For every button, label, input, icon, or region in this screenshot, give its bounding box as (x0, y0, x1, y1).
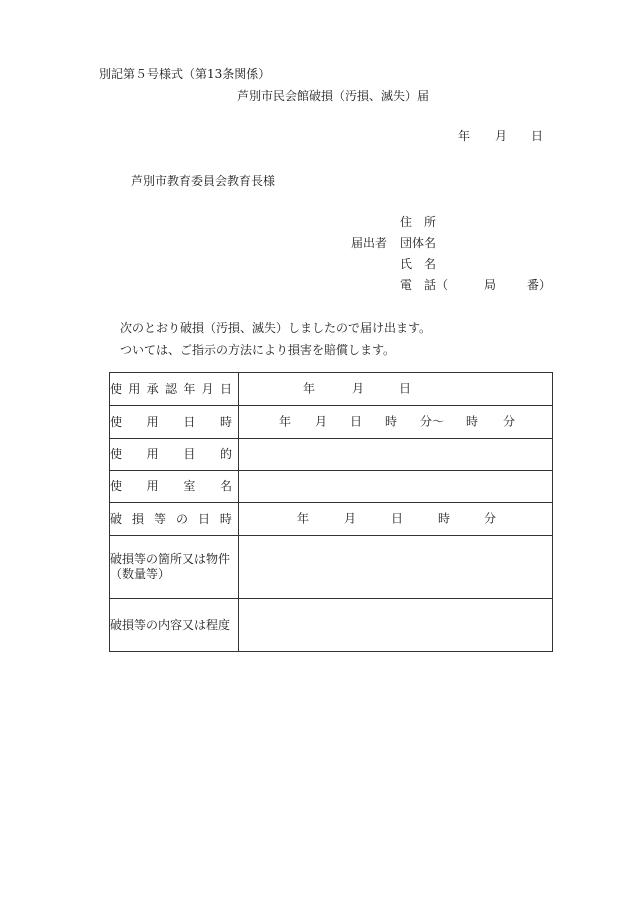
label-usage-datetime (110, 406, 239, 439)
label-char: 承 (146, 381, 159, 396)
phone-number-suffix: 番） (527, 278, 552, 292)
label-char: 使 (110, 414, 123, 429)
label-char: 用 (146, 414, 159, 429)
damage-report-table (109, 372, 553, 652)
label-char: の (175, 511, 188, 526)
value-usage-purpose[interactable] (239, 439, 553, 471)
organization-label: 団体名 (400, 236, 437, 250)
table-row (110, 536, 553, 599)
phone-exchange-label: 局 (484, 278, 497, 292)
label-char: 日 (183, 414, 196, 429)
value-room-name[interactable] (239, 471, 553, 503)
unit-minute-range: 分〜 (420, 414, 445, 429)
unit-hour: 時 (385, 414, 398, 429)
document-title: 芦別市民会館破損（汚損、滅失）届 (237, 89, 430, 103)
unit-minute: 分 (503, 414, 516, 429)
label-damage-extent-text: 破損等の内容又は程度 (110, 617, 231, 632)
body-text-line-1: 次のとおり破損（汚損、滅失）しましたので届け出ます。 (120, 321, 432, 335)
label-approval-date (110, 373, 239, 406)
label-room-name (110, 471, 239, 503)
label-char: 用 (146, 447, 159, 461)
label-char: 用 (128, 381, 141, 396)
label-char: 破 (110, 511, 123, 526)
phone-label-2: 話（ (424, 278, 449, 292)
applicant-group-label: 届出者 (351, 236, 388, 250)
table-row (110, 373, 553, 406)
label-char: 年 (183, 381, 196, 396)
label-char: 損 (131, 511, 144, 526)
unit-month: 月 (352, 381, 365, 396)
label-damage-location (110, 536, 239, 599)
unit-month: 月 (344, 511, 357, 526)
unit-day: 日 (391, 511, 404, 526)
label-char: 名 (219, 479, 232, 493)
table-row (110, 406, 553, 439)
date-year: 年 (458, 129, 471, 143)
label-char: 認 (164, 381, 177, 396)
body-text-line-2: ついては、ご指示の方法により損害を賠償します。 (120, 343, 396, 357)
unit-year: 年 (303, 381, 316, 396)
addressee: 芦別市教育委員会教育長様 (131, 174, 276, 188)
table-row (110, 471, 553, 503)
unit-day: 日 (350, 414, 363, 429)
label-damage-location-line-1: 破損等の箇所又は物件 (110, 552, 231, 566)
value-damage-location[interactable] (239, 536, 553, 599)
label-char: 時 (219, 511, 232, 526)
label-char: 日 (197, 511, 210, 526)
date-day: 日 (531, 129, 544, 143)
label-char: 目 (183, 447, 196, 461)
value-damage-extent[interactable] (239, 599, 553, 652)
label-char: 使 (110, 447, 123, 461)
unit-year: 年 (279, 414, 292, 429)
label-char: 日 (219, 381, 232, 396)
form-number: 別記第５号様式（第13条関係） (99, 67, 271, 81)
name-label-2: 名 (424, 257, 437, 271)
value-usage-datetime[interactable] (239, 406, 553, 439)
address-label-2: 所 (424, 215, 437, 229)
unit-hour: 時 (466, 414, 479, 429)
phone-label-1: 電 (400, 278, 413, 292)
label-char: 使 (110, 479, 123, 493)
label-char: 等 (153, 511, 166, 526)
table-row (110, 599, 553, 652)
label-damage-datetime (110, 503, 239, 536)
label-char: 時 (219, 414, 232, 429)
address-label-1: 住 (400, 215, 413, 229)
label-char: 用 (146, 479, 159, 493)
label-damage-extent (110, 599, 239, 652)
label-char: 月 (201, 381, 214, 396)
label-char: 室 (183, 479, 196, 493)
name-label-1: 氏 (400, 257, 413, 271)
unit-day: 日 (399, 381, 412, 396)
date-month: 月 (495, 129, 508, 143)
unit-year: 年 (297, 511, 310, 526)
unit-month: 月 (315, 414, 328, 429)
unit-hour: 時 (438, 511, 451, 526)
table-row (110, 439, 553, 471)
value-damage-datetime[interactable] (239, 503, 553, 536)
unit-minute: 分 (484, 511, 497, 526)
label-damage-location-line-2: （数量等） (110, 567, 171, 581)
table-row (110, 503, 553, 536)
value-approval-date[interactable] (239, 373, 553, 406)
label-usage-purpose (110, 439, 239, 471)
label-char: 的 (219, 447, 232, 461)
label-char: 使 (110, 381, 123, 396)
